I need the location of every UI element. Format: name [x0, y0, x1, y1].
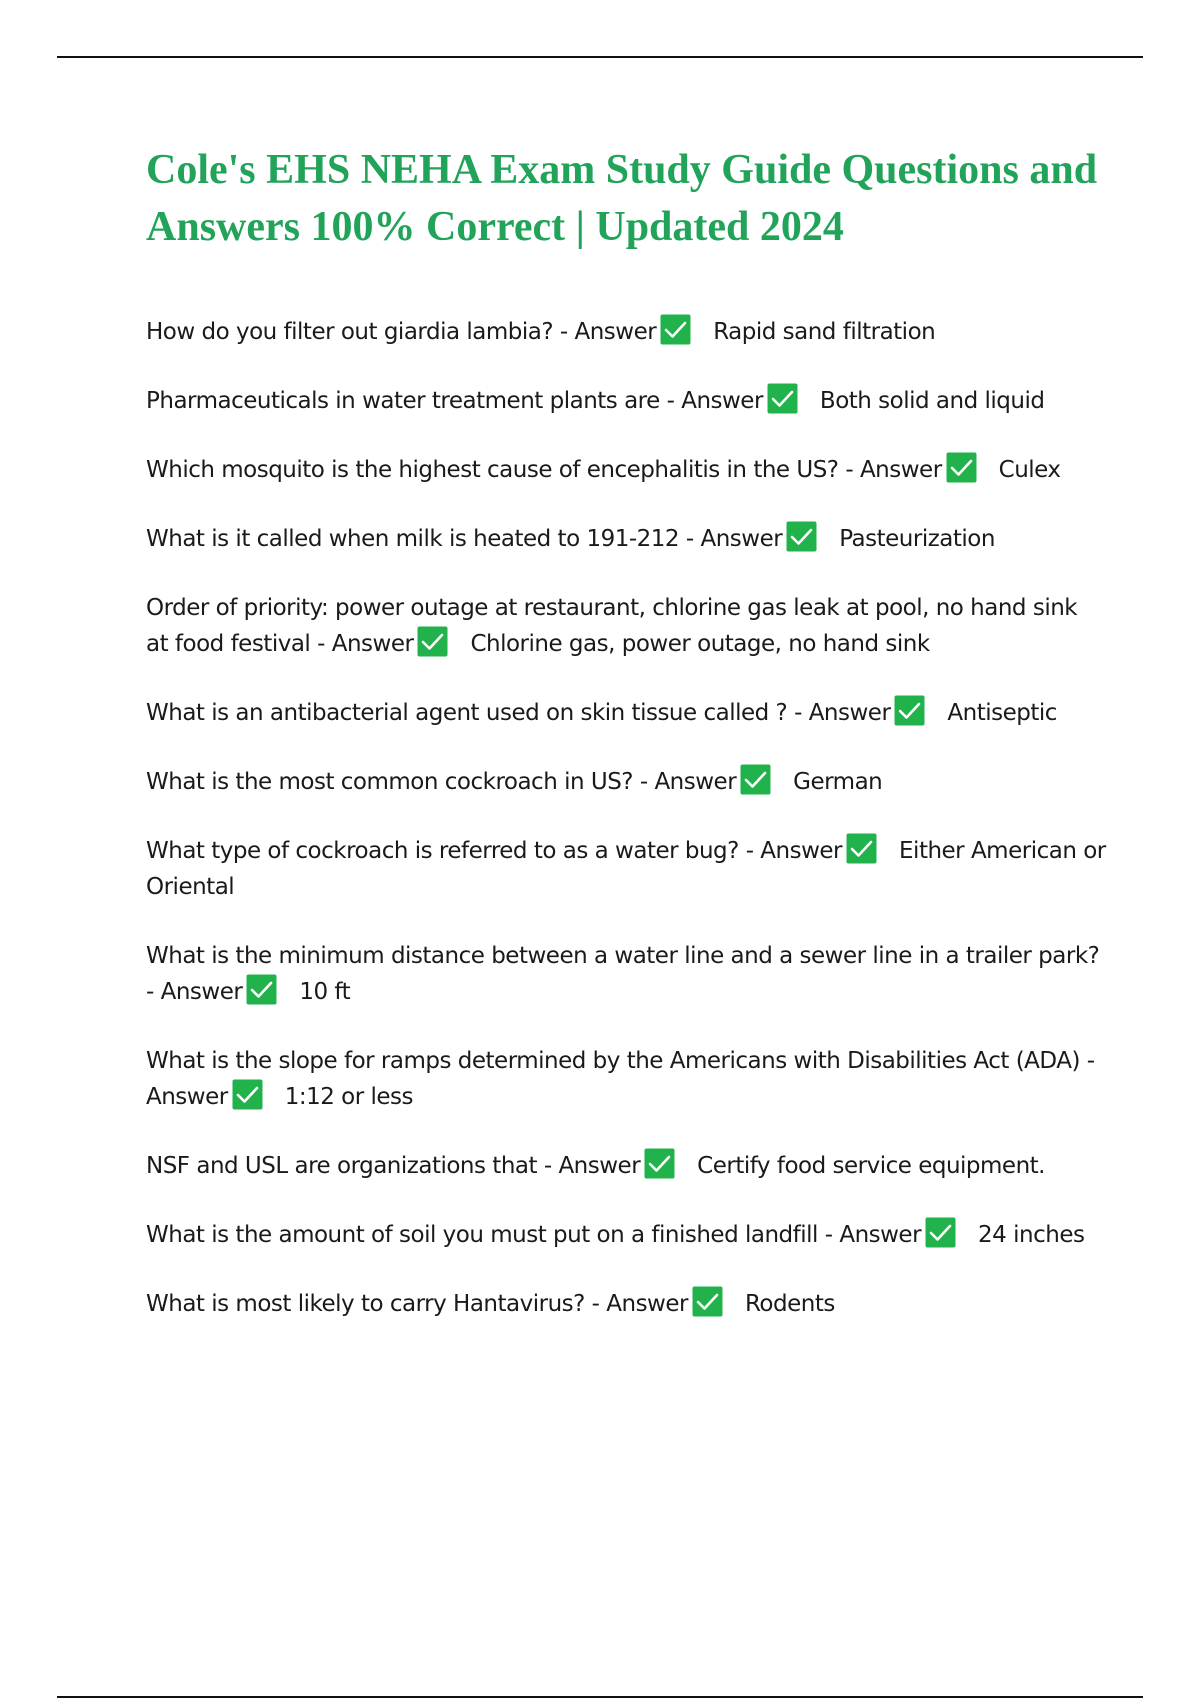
answer-marker: - Answer	[317, 631, 414, 657]
question-text: What is most likely to carry Hantavirus?	[146, 1291, 585, 1317]
question-text: What is the amount of soil you must put on a finished landfill	[146, 1222, 818, 1248]
answer-marker: - Answer	[146, 1048, 1095, 1110]
answer-marker: - Answer	[666, 388, 763, 414]
qa-item-6	[146, 695, 1106, 731]
answer-marker: - Answer	[824, 1222, 922, 1248]
answer-text: German	[793, 769, 883, 795]
answer-marker: - Answer	[794, 700, 891, 726]
document-title: Cole's EHS NEHA Exam Study Guide Questions and Answers 100% Correct | Updated 2024	[146, 147, 1098, 250]
check-icon	[644, 1148, 675, 1179]
qa-list	[146, 314, 1106, 1322]
question-text: What is the slope for ramps determined by the Americans with Disabilities Act (ADA)	[146, 1048, 1080, 1074]
answer-text: Culex	[998, 457, 1061, 483]
check-icon	[846, 833, 877, 864]
question-text: What is the most common cockroach in US?	[146, 769, 634, 795]
answer-text: 24 inches	[978, 1222, 1085, 1248]
question-text: Order of priority: power outage at restaurant, chlorine gas leak at pool, no hand sink at food festival	[146, 595, 1078, 657]
question-text: Which mosquito is the highest cause of encephalitis in the US?	[146, 457, 839, 483]
question-text: What type of cockroach is referred to as a water bug?	[146, 838, 739, 864]
answer-text: Pasteurization	[839, 526, 995, 552]
top-rule	[57, 56, 1143, 58]
check-icon	[660, 314, 691, 345]
answer-marker: - Answer	[845, 457, 942, 483]
answer-marker: - Answer	[685, 526, 783, 552]
document-page	[146, 142, 1106, 1355]
answer-marker: - Answer	[559, 319, 657, 345]
check-icon	[417, 626, 448, 657]
question-text: How do you filter out giardia lambia?	[146, 319, 554, 345]
answer-marker: - Answer	[146, 979, 243, 1005]
answer-text: Antiseptic	[947, 700, 1057, 726]
qa-item-8	[146, 833, 1106, 905]
check-icon	[232, 1079, 263, 1110]
question-text: NSF and USL are organizations that	[146, 1153, 538, 1179]
answer-text: Rapid sand filtration	[713, 319, 936, 345]
qa-item-11	[146, 1148, 1106, 1184]
check-icon	[925, 1217, 956, 1248]
qa-item-12	[146, 1217, 1106, 1253]
answer-text: Both solid and liquid	[819, 388, 1045, 414]
question-text: What is it called when milk is heated to 191-212	[146, 526, 680, 552]
answer-marker: - Answer	[639, 769, 737, 795]
answer-text: 10 ft	[299, 979, 351, 1005]
qa-item-5	[146, 590, 1106, 662]
answer-text: Certify food service equipment.	[697, 1153, 1045, 1179]
qa-item-7	[146, 764, 1106, 800]
bottom-rule	[57, 1696, 1143, 1698]
check-icon	[767, 383, 798, 414]
qa-item-10	[146, 1043, 1106, 1115]
qa-item-3	[146, 452, 1106, 488]
answer-text: Chlorine gas, power outage, no hand sink	[470, 631, 930, 657]
check-icon	[894, 695, 925, 726]
qa-item-4	[146, 521, 1106, 557]
question-text: What is an antibacterial agent used on skin tissue called ?	[146, 700, 788, 726]
qa-item-13	[146, 1286, 1106, 1322]
check-icon	[692, 1286, 723, 1317]
answer-marker: - Answer	[543, 1153, 641, 1179]
answer-text: Rodents	[744, 1291, 835, 1317]
check-icon	[946, 452, 977, 483]
answer-marker: - Answer	[591, 1291, 688, 1317]
qa-item-9	[146, 938, 1106, 1010]
check-icon	[786, 521, 817, 552]
qa-item-1	[146, 314, 1106, 350]
question-text: Pharmaceuticals in water treatment plants are	[146, 388, 660, 414]
check-icon	[740, 764, 771, 795]
answer-text: 1:12 or less	[284, 1084, 414, 1110]
check-icon	[246, 974, 277, 1005]
question-text: What is the minimum distance between a water line and a sewer line in a trailer park?	[146, 943, 1100, 969]
answer-marker: - Answer	[745, 838, 843, 864]
qa-item-2	[146, 383, 1106, 419]
answer-text: Either American or Oriental	[146, 838, 1106, 900]
